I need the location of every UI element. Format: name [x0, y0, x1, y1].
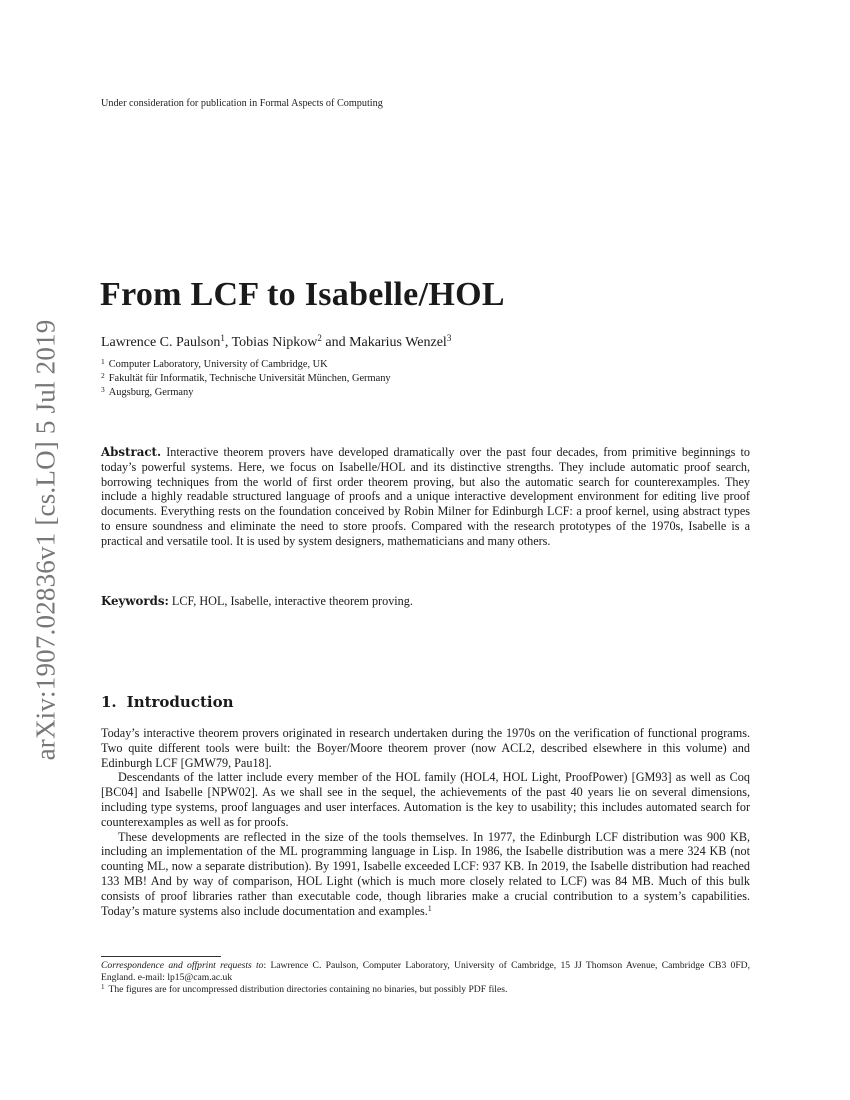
- section-title: Introduction: [126, 693, 234, 711]
- abstract: [101, 445, 750, 549]
- affiliation-text: Augsburg, Germany: [108, 387, 194, 399]
- paragraph: Descendants of the latter include every member of the HOL family (HOL4, HOL Light, ProofPower) [GM93] as well as Coq [BC04] and Isabelle [NPW02]. As we shall see in the sequel, the achievements of the past 40 years lie on several dimensions, including type systems, proof languages and user interfaces. Automation is the key to usability; this includes automated search for counterexamples as well as for proofs.: [101, 770, 750, 829]
- author-separator: and: [321, 335, 350, 350]
- affiliation-list: [101, 358, 391, 401]
- affiliation-text: Computer Laboratory, University of Cambridge, UK: [108, 359, 328, 370]
- footnotes: [101, 960, 750, 996]
- author-separator: ,: [224, 335, 232, 350]
- arxiv-stamp: arXiv:1907.02836v1 [cs.LO] 5 Jul 2019: [30, 319, 61, 761]
- correspondence-text: : Lawrence C. Paulson, Computer Laboratory, University of Cambridge, 15 JJ Thomson Avenue, Cambridge CB3 0FD, England. e-mail: lp15@cam.ac.uk: [101, 960, 750, 983]
- author-name: Makarius Wenzel: [349, 335, 447, 350]
- footnote-mark: 1: [427, 903, 432, 913]
- footnote-number: 1: [101, 983, 105, 991]
- author-mark: 2: [317, 333, 322, 343]
- keywords-text: LCF, HOL, Isabelle, interactive theorem proving.: [171, 594, 413, 608]
- footnote: [101, 984, 750, 996]
- author-list: [101, 335, 451, 351]
- affiliation: [101, 386, 391, 400]
- section-heading: [101, 693, 234, 711]
- correspondence-label: Correspondence and offprint requests to: [101, 960, 264, 971]
- author-name: Tobias Nipkow: [231, 335, 318, 350]
- author-mark: 3: [446, 333, 452, 343]
- abstract-text: Interactive theorem provers have developed dramatically over the past four decades, from primitive beginnings to today’s powerful systems. Here, we focus on Isabelle/HOL and its distinctive strengths. They include automatic proof search, borrowing techniques from the world of first order theorem proving, but also the automatic search for counterexamples. They include a highly readable structured language of proofs and a unique interactive development environment for editing live proof documents. Everything rests on the foundation conceived by Robin Milner for Edinburgh LCF: a proof kernel, using abstract types to ensure soundness and eliminate the need to store proofs. Compared with the research prototypes of the 1970s, Isabelle is a practical and versatile tool. It is used by system designers, mathematicians and many others.: [101, 445, 751, 548]
- section-number: 1.: [101, 693, 117, 711]
- affiliation: [101, 372, 391, 386]
- footnote-rule: [101, 956, 221, 957]
- affiliation-text: Fakultät für Informatik, Technische Universität München, Germany: [108, 373, 391, 385]
- affiliation-mark: 1: [101, 357, 105, 366]
- paper-title: From LCF to Isabelle/HOL: [100, 276, 505, 313]
- abstract-label: Abstract.: [101, 445, 162, 459]
- paragraph: [101, 830, 750, 919]
- author-name: Lawrence C. Paulson: [101, 335, 221, 350]
- footnote-text: The figures are for uncompressed distribution directories containing no binaries, but possibly PDF files.: [108, 984, 508, 995]
- keywords-label: Keywords:: [101, 594, 169, 608]
- affiliation-mark: 2: [101, 371, 105, 381]
- paragraph: Today’s interactive theorem provers originated in research undertaken during the 1970s on the verification of functional programs. Two quite different tools were built: the Boyer/Moore theorem prover (now ACL2, described elsewhere in this volume) and Edinburgh LCF [GMW79, Pau18].: [101, 726, 750, 770]
- keywords: [101, 594, 750, 609]
- affiliation-mark: 3: [101, 385, 105, 395]
- introduction-body: [101, 726, 750, 918]
- affiliation: [101, 358, 391, 372]
- running-head: Under consideration for publication in Formal Aspects of Computing: [101, 98, 383, 109]
- paragraph-text: These developments are reflected in the size of the tools themselves. In 1977, the Edinburgh LCF distribution was 900 KB, including an implementation of the ML programming language in Lisp. In 1986, the Isabelle distribution was a mere 324 KB (not counting ML, now a separate distribution). By 1991, Isabelle exceeded LCF: 937 KB. In 2019, the Isabelle distribution had reached 133 MB! And by way of comparison, HOL Light (which is much more closely related to LCF) was 84 MB. Much of this bulk consists of proof libraries rather than executable code, though libraries make a crucial contribution to a system’s capabilities. Today’s mature systems also include documentation and examples.: [101, 829, 750, 918]
- author-mark: 1: [220, 333, 225, 343]
- correspondence-note: [101, 960, 750, 984]
